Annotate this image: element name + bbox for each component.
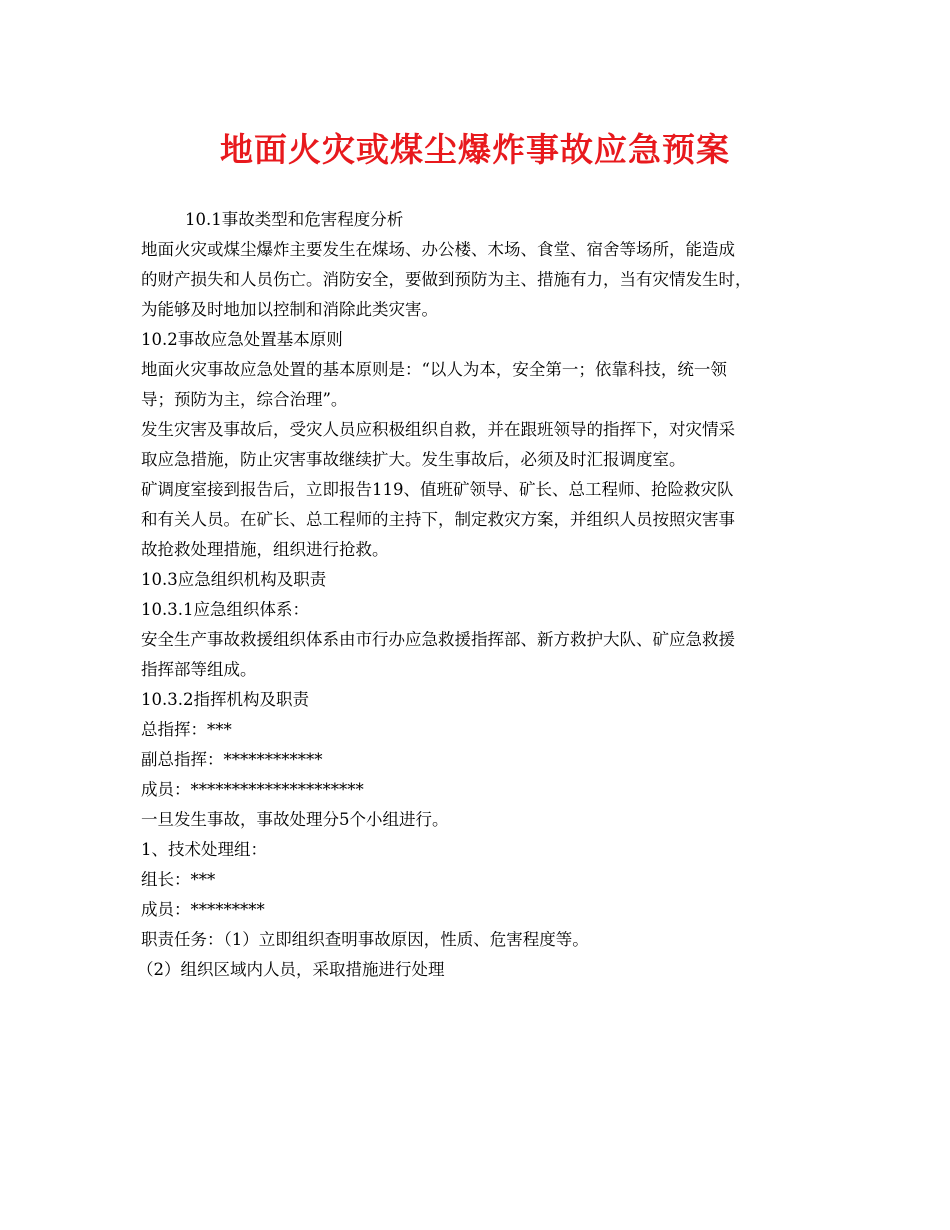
paragraph-line: 一旦发生事故，事故处理分5个小组进行。 [141, 810, 449, 829]
duties-line: （2）组织区域内人员，采取措施进行处理 [137, 960, 445, 979]
paragraph-line: 的财产损失和人员伤亡。消防安全，要做到预防为主、措施有力，当有灾情发生时， [141, 270, 752, 289]
subsection-heading-10-3-2: 10.3.2指挥机构及职责 [141, 690, 309, 709]
paragraph-line: 故抢救处理措施，组织进行抢救。 [141, 540, 389, 559]
paragraph-line: 地面火灾或煤尘爆炸主要发生在煤场、办公楼、木场、食堂、宿舍等场所，能造成 [141, 240, 735, 259]
group-heading-technical: 1、技术处理组： [141, 840, 267, 859]
document-body [137, 205, 831, 985]
paragraph-line: 指挥部等组成。 [141, 660, 257, 679]
group-members-line: 成员：********* [141, 900, 265, 919]
paragraph-line: 为能够及时地加以控制和消除此类灾害。 [141, 300, 438, 319]
commander-line: 总指挥：*** [141, 720, 232, 739]
section-heading-10-2: 10.2事故应急处置基本原则 [141, 330, 343, 349]
document-title: 地面火灾或煤尘爆炸事故应急预案 [220, 130, 730, 169]
group-leader-line: 组长：*** [141, 870, 216, 889]
section-heading-10-3: 10.3应急组织机构及职责 [141, 570, 327, 589]
section-heading-10-1: 10.1事故类型和危害程度分析 [185, 210, 404, 229]
paragraph-line: 安全生产事故救援组织体系由市行办应急救援指挥部、新方救护大队、矿应急救援 [141, 630, 735, 649]
paragraph-line: 导；预防为主，综合治理”。 [141, 390, 348, 409]
duties-line: 职责任务：（1）立即组织查明事故原因，性质、危害程度等。 [141, 930, 589, 949]
paragraph-line: 发生灾害及事故后，受灾人员应积极组织自救，并在跟班领导的指挥下，对灾情采 [141, 420, 735, 439]
paragraph-line: 和有关人员。在矿长、总工程师的主持下，制定救灾方案，并组织人员按照灾害事 [141, 510, 735, 529]
subsection-heading-10-3-1: 10.3.1应急组织体系： [141, 600, 309, 619]
members-line: 成员：********************* [141, 780, 364, 799]
deputy-commander-line: 副总指挥：************ [141, 750, 323, 769]
paragraph-line: 矿调度室接到报告后，立即报告119、值班矿领导、矿长、总工程师、抢险救灾队 [141, 480, 734, 499]
paragraph-line: 取应急措施，防止灾害事故继续扩大。发生事故后，必须及时汇报调度室。 [141, 450, 686, 469]
paragraph-line: 地面火灾事故应急处置的基本原则是：“以人为本，安全第一；依靠科技，统一领 [141, 360, 727, 379]
